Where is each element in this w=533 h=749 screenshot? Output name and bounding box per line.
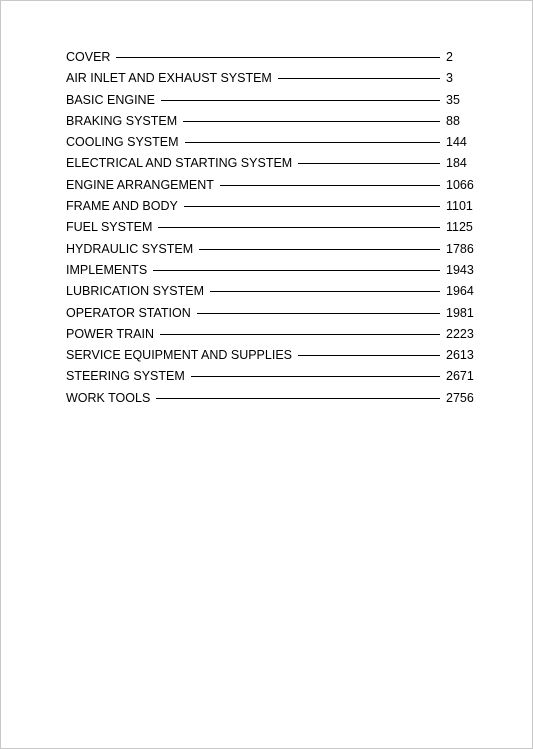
toc-entry-cooling-system[interactable] xyxy=(66,135,476,156)
toc-entry-page: 2223 xyxy=(446,326,474,341)
toc-entry-braking-system[interactable] xyxy=(66,114,476,135)
toc-entry-title: POWER TRAIN xyxy=(66,326,154,341)
toc-entry-page: 88 xyxy=(446,113,460,128)
toc-entry-title: FRAME AND BODY xyxy=(66,199,178,214)
toc-entry-page: 2613 xyxy=(446,348,474,363)
toc-entry-page: 144 xyxy=(446,135,467,150)
toc-entry-implements[interactable] xyxy=(66,263,476,284)
toc-leader-line xyxy=(298,355,440,356)
toc-entry-power-train[interactable] xyxy=(66,327,476,348)
toc-entry-lubrication-system[interactable] xyxy=(66,284,476,305)
toc-entry-page: 1101 xyxy=(446,199,473,214)
toc-leader-line xyxy=(298,163,440,164)
toc-entry-engine-arrangement[interactable] xyxy=(66,178,476,199)
toc-leader-line xyxy=(116,57,440,58)
toc-entry-title: SERVICE EQUIPMENT AND SUPPLIES xyxy=(66,348,292,363)
toc-leader-line xyxy=(156,398,440,399)
toc-leader-line xyxy=(278,78,440,79)
toc-entry-title: ELECTRICAL AND STARTING SYSTEM xyxy=(66,156,293,171)
toc-entry-basic-engine[interactable] xyxy=(66,93,476,114)
toc-entry-page: 1981 xyxy=(446,305,474,320)
toc-entry-work-tools[interactable] xyxy=(66,391,476,412)
toc-entry-steering-system[interactable] xyxy=(66,369,476,390)
toc-entry-title: COVER xyxy=(66,50,111,64)
toc-entry-air-inlet-and-exhaust-system[interactable] xyxy=(66,71,476,92)
toc-entry-title: BASIC ENGINE xyxy=(66,92,155,107)
toc-leader-line xyxy=(185,142,440,143)
toc-entry-page: 2671 xyxy=(446,369,474,384)
toc-entry-title: AIR INLET AND EXHAUST SYSTEM xyxy=(66,71,272,86)
toc-entry-page: 35 xyxy=(446,92,460,107)
toc-entry-page: 1964 xyxy=(446,284,474,299)
toc-leader-line xyxy=(210,291,440,292)
toc-entry-fuel-system[interactable] xyxy=(66,220,476,241)
toc-entry-title: HYDRAULIC SYSTEM xyxy=(66,241,194,256)
toc-entry-title: BRAKING SYSTEM xyxy=(66,113,178,128)
toc-leader-line xyxy=(220,185,440,186)
toc-entry-title: OPERATOR STATION xyxy=(66,305,191,320)
toc-entry-title: LUBRICATION SYSTEM xyxy=(66,284,204,299)
toc-entry-title: COOLING SYSTEM xyxy=(66,135,179,150)
toc-entry-page: 1786 xyxy=(446,241,474,256)
toc-entry-title: IMPLEMENTS xyxy=(66,262,148,277)
toc-leader-line xyxy=(183,121,440,122)
toc-entry-title: ENGINE ARRANGEMENT xyxy=(66,177,214,192)
toc-entry-page: 2 xyxy=(446,50,453,64)
toc-leader-line xyxy=(158,227,440,228)
toc-entry-page: 1125 xyxy=(446,220,473,235)
toc-entry-service-equipment-and-supplies[interactable] xyxy=(66,348,476,369)
toc-entry-hydraulic-system[interactable] xyxy=(66,242,476,263)
toc-entry-page: 184 xyxy=(446,156,467,171)
toc-entry-page: 1066 xyxy=(446,177,474,192)
toc-entry-electrical-and-starting-system[interactable] xyxy=(66,156,476,177)
toc-entry-operator-station[interactable] xyxy=(66,306,476,327)
toc-leader-line xyxy=(199,249,440,250)
table-of-contents xyxy=(66,50,476,412)
toc-leader-line xyxy=(161,100,440,101)
toc-leader-line xyxy=(153,270,440,271)
toc-entry-page: 2756 xyxy=(446,390,474,405)
toc-leader-line xyxy=(160,334,440,335)
toc-entry-title: STEERING SYSTEM xyxy=(66,369,185,384)
toc-leader-line xyxy=(197,313,440,314)
toc-entry-page: 1943 xyxy=(446,262,474,277)
toc-entry-cover[interactable] xyxy=(66,50,476,71)
toc-entry-page: 3 xyxy=(446,71,453,86)
toc-leader-line xyxy=(191,376,440,377)
toc-entry-frame-and-body[interactable] xyxy=(66,199,476,220)
toc-entry-title: WORK TOOLS xyxy=(66,390,151,405)
toc-entry-title: FUEL SYSTEM xyxy=(66,220,153,235)
toc-leader-line xyxy=(184,206,440,207)
